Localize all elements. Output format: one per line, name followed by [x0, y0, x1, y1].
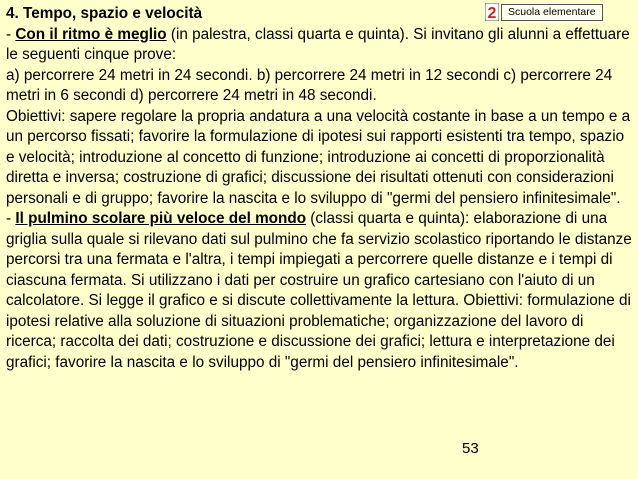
section-pulmino-dash: -: [6, 210, 16, 227]
slide-heading: 4. Tempo, spazio e velocità: [6, 5, 203, 22]
section-pulmino-title: Il pulmino scolare più veloce del mondo: [15, 210, 307, 227]
section-ritmo: [6, 25, 634, 66]
section-ritmo-intro: (in palestra, classi quarta e quinta). Si invitano gli alunni a effettuare le seguenti cinque prove:: [6, 25, 630, 63]
badge-number: 2: [487, 5, 497, 21]
slide-body: [6, 4, 634, 373]
section-pulmino-body: (classi quarta e quinta): elaborazione di una griglia sulla quale si rilevano dati sul pulmino che fa servizio scolastico riportando le distanze percorsi tra una fermata e l'altra, i tempi impiegati a percorrere quelle distanze e i tempi di ciascuna fermata. Si utilizzano i dati per costruire un grafico cartesiano con l'aiuto di un calcolatore. Si legge il grafico e si discute collettivamente la lettura. Obiettivi: formulazione di ipotesi relative alla soluzione di situazioni problematiche; organizzazione del lavoro di ricerca; raccolta dei dati; costruzione e discussione dei grafici; lettura e interpretazione dei grafici; favorire la nascita e lo sviluppo di "germi del pensiero infinitesimale".: [6, 210, 632, 371]
section-ritmo-dash: -: [6, 25, 16, 43]
badge-label: Scuola elementare: [501, 4, 603, 21]
page-number: 53: [462, 440, 479, 457]
section-ritmo-objectives: Obiettivi: sapere regolare la propria andatura a una velocità costante in base a un tempo e a un percorso fissati; favorire la formulazione di ipotesi sui rapporti esistenti tra tempo, spazio e velocità; introduzione al concetto di funzione; introduzione ai concetti di proporzionalità diretta e inversa; costruzione di grafici; discussione dei risultati ottenuti con considerazioni personali e di gruppo; favorire la nascita e lo sviluppo di "germi del pensiero infinitesimale".: [6, 107, 631, 207]
section-ritmo-tasks: a) percorrere 24 metri in 24 secondi. b) percorrere 24 metri in 12 secondi c) percorrere 24 metri in 6 secondi d) percorrere 24 metri in 48 secondi.: [6, 66, 613, 104]
section-ritmo-title: Con il ritmo è meglio: [15, 25, 167, 43]
section-pulmino: [6, 209, 634, 373]
